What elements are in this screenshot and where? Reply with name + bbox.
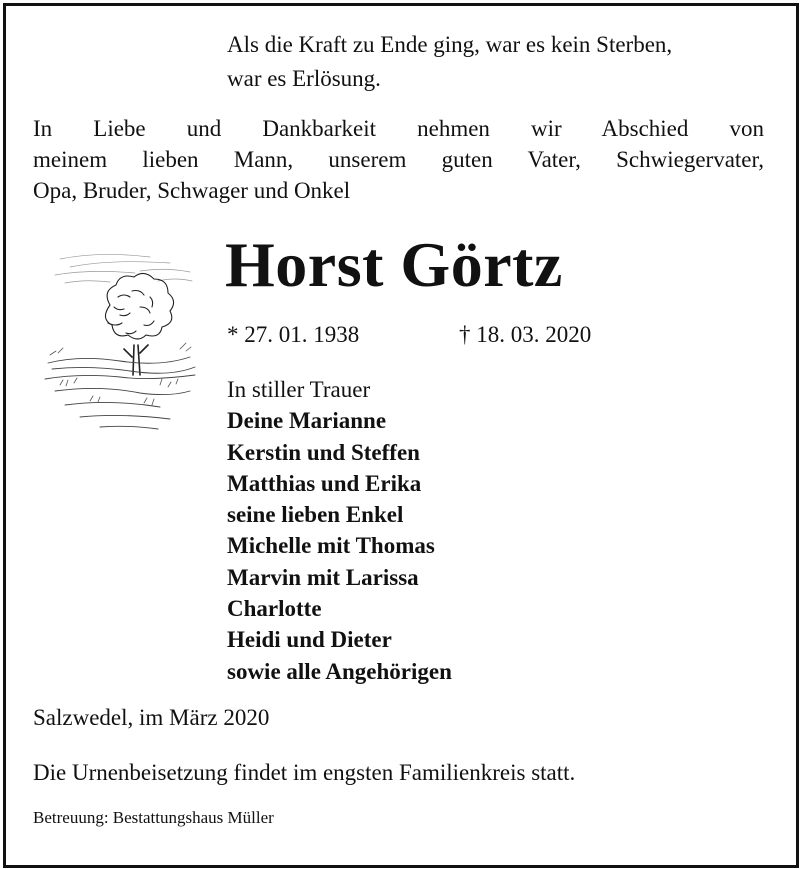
life-dates (227, 320, 592, 350)
quote-line-1: Als die Kraft zu Ende ging, war es kein Sterben, (227, 32, 673, 57)
place-date: Salzwedel, im März 2020 (33, 705, 270, 730)
intro-line-2: meinem lieben Mann, unserem guten Vater, Schwiegervater, (33, 147, 764, 172)
mourner-line: Matthias und Erika (227, 470, 422, 496)
funeral-home-credit: Betreuung: Bestattungshaus Müller (33, 808, 274, 827)
mourner-line: Heidi und Dieter (227, 627, 392, 653)
intro-line-3: Opa, Bruder, Schwager und Onkel (33, 178, 351, 203)
quote-line-2: war es Erlösung. (227, 66, 381, 91)
burial-note: Die Urnenbeisetzung findet im engsten Familienkreis statt. (33, 760, 576, 785)
deceased-name: Horst Görtz (225, 229, 563, 300)
mourner-line: seine lieben Enkel (227, 502, 404, 528)
intro-line-1: In Liebe und Dankbarkeit nehmen wir Abschied von (33, 116, 764, 141)
mourner-line: Michelle mit Thomas (227, 533, 435, 559)
mourner-line: Marvin mit Larissa (227, 564, 419, 590)
mourner-line: Deine Marianne (227, 408, 387, 434)
mourner-line: sowie alle Angehörigen (227, 658, 452, 684)
mourner-line: Kerstin und Steffen (227, 439, 420, 465)
tree-landscape-illustration (40, 245, 200, 435)
mourners-list (227, 374, 452, 687)
intro-text (33, 113, 764, 206)
opening-quote (227, 28, 672, 96)
mourners-heading: In stiller Trauer (227, 377, 371, 402)
death-date: † 18. 03. 2020 (459, 322, 592, 347)
mourner-line: Charlotte (227, 596, 322, 622)
birth-date: * 27. 01. 1938 (227, 322, 360, 347)
